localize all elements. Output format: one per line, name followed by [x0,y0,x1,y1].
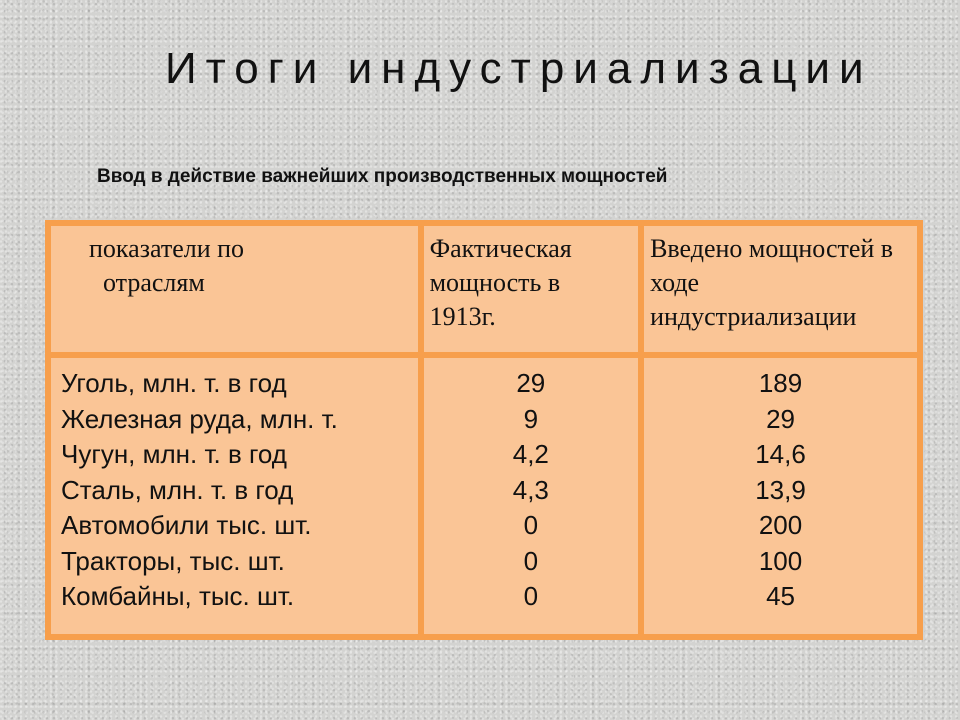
indicator-name: Уголь, млн. т. в год [61,368,287,398]
table-body-row [51,358,917,634]
introduced-value: 189 [758,368,803,398]
indicator-name: Комбайны, тыс. шт. [61,581,295,611]
indicator-name: Тракторы, тыс. шт. [61,545,285,576]
actual-1913-value: 0 [523,581,539,611]
actual-1913-value: 29 [516,368,546,398]
actual-1913-value: 0 [523,545,539,576]
header-indicator-line1: показатели по [89,234,245,263]
introduced-value: 13,9 [755,474,806,505]
indicator-column [51,358,418,634]
introduced-value: 200 [758,510,803,540]
actual-1913-value: 4,2 [512,439,549,469]
actual-1913-value: 9 [523,403,539,434]
indicator-name: Железная руда, млн. т. [61,403,338,434]
header-introduced [644,226,917,352]
header-actual-1913 [424,226,639,352]
header-indicator [51,226,418,352]
introduced-value: 14,6 [755,439,806,469]
indicator-name: Чугун, млн. т. в год [61,439,287,469]
actual-1913-column [424,358,639,634]
introduced-value: 29 [766,403,795,434]
indicator-name: Сталь, млн. т. в год [61,474,294,505]
introduced-value: 45 [766,581,795,611]
slide-title: Итоги индустриализации [165,44,873,93]
table-header-row [51,226,917,352]
header-introduced-label: Введено мощностей в ходе индустриализации [650,234,894,331]
header-indicator-line2: отраслям [103,268,205,297]
introduced-column [644,358,917,634]
slide-subtitle: Ввод в действие важнейших производственных мощностей [97,166,668,187]
actual-1913-value: 4,3 [512,474,549,505]
indicator-name: Автомобили тыс. шт. [61,510,312,540]
header-actual-1913-label: Фактическая мощность в 1913г. [429,234,572,331]
actual-1913-value: 0 [523,510,539,540]
introduced-value: 100 [758,545,803,576]
industrialization-table [45,220,923,640]
